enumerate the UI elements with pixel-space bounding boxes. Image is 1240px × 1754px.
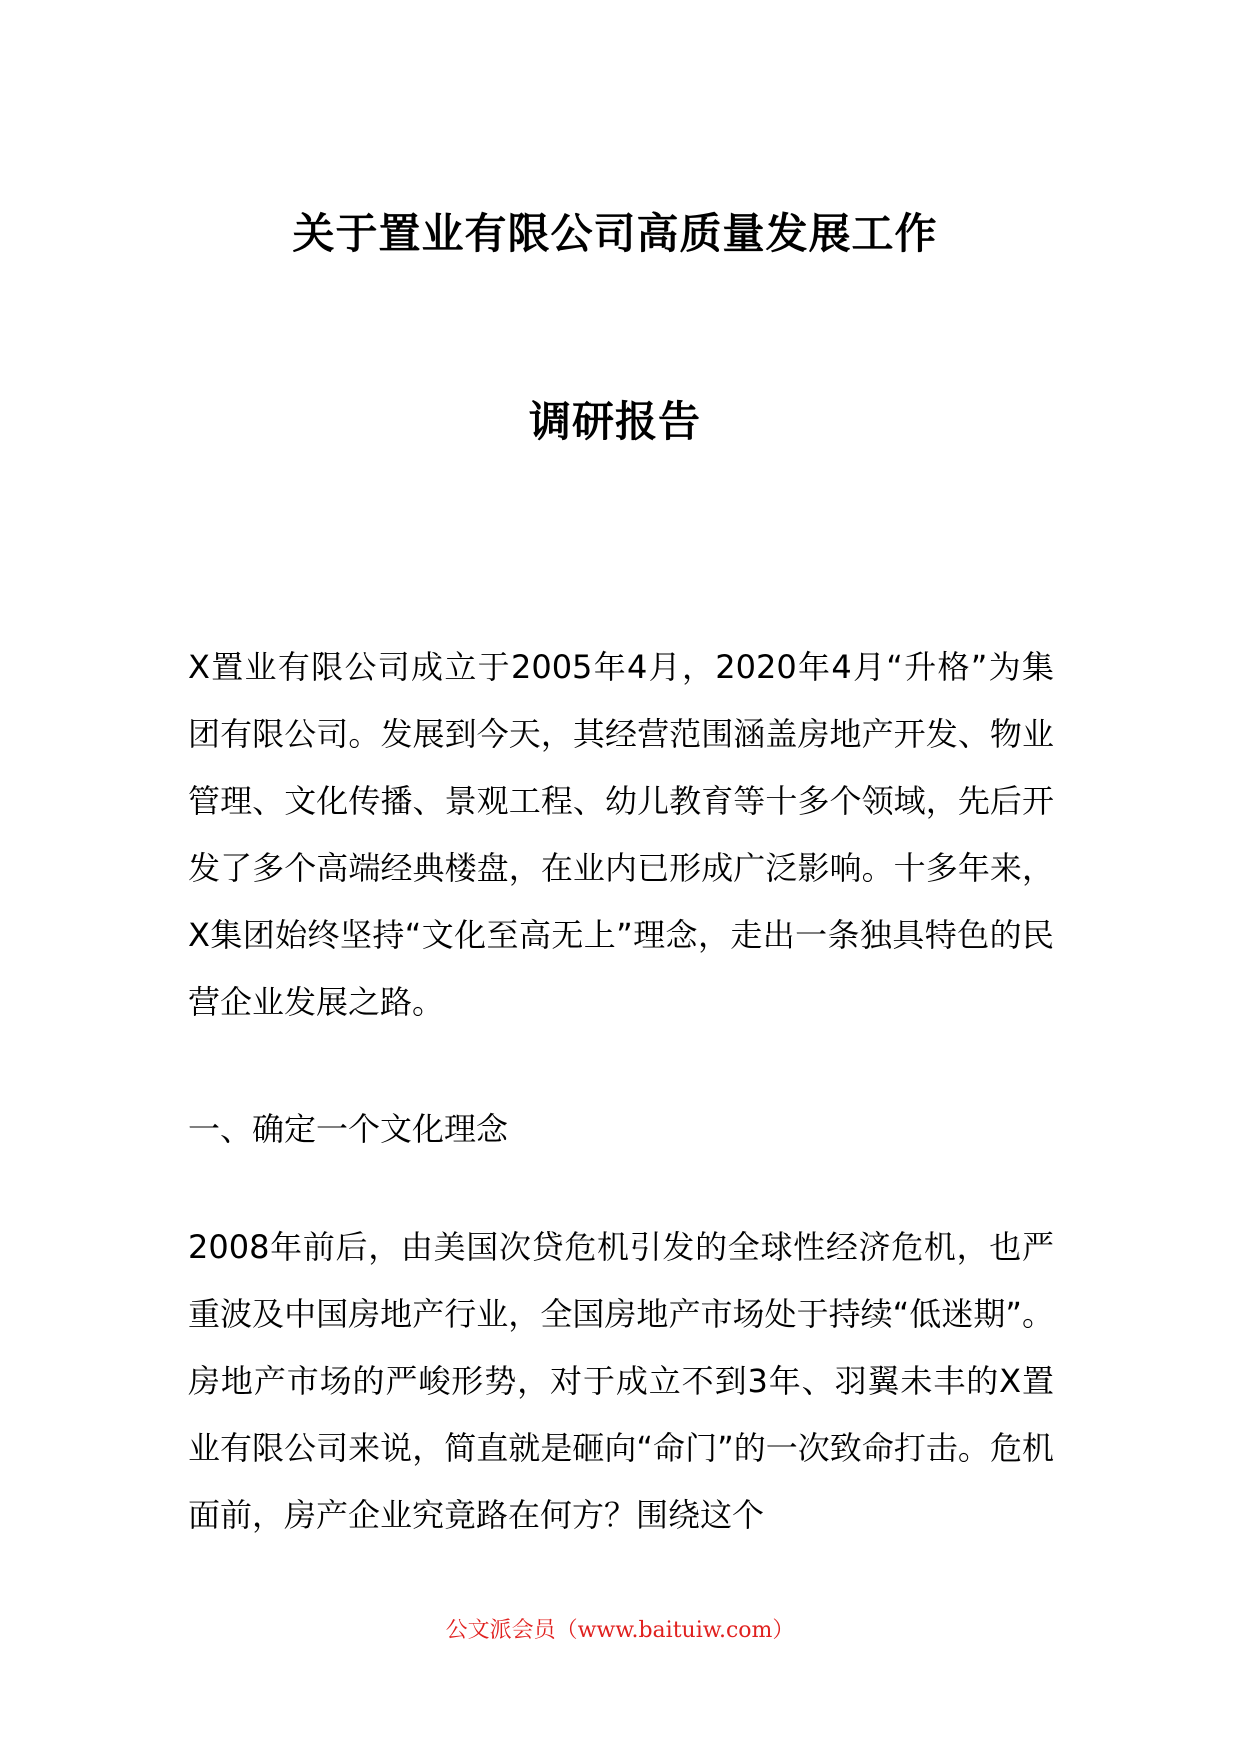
section-heading-1: 一、确定一个文化理念 (188, 1110, 509, 1148)
footer-watermark: 公文派会员（www.baituiw.com） (445, 1618, 795, 1643)
paragraph-intro: X置业有限公司成立于2005年4月，2020年4月“升格”为集团有限公司。发展到今天，其经营范围涵盖房地产开发、物业管理、文化传播、景观工程、幼儿教育等十多个领域，先后开发了多个高端经典楼盘，在业内已形成广泛影响。十多年来，X集团始终坚持“文化至高无上”理念，走出一条独具特色的民营企业发展之路。 (188, 648, 1054, 1021)
document-title-line1: 关于置业有限公司高质量发展工作 (292, 209, 938, 258)
paragraph-crisis: 2008年前后，由美国次贷危机引发的全球性经济危机，也严重波及中国房地产行业，全国房地产市场处于持续“低迷期”。房地产市场的严峻形势，对于成立不到3年、羽翼未丰的X置业有限公司来说，简直就是砸向“命门”的一次致命打击。危机面前，房产企业究竟路在何方？围绕这个 (188, 1228, 1054, 1534)
document-title-line2: 调研报告 (528, 397, 701, 446)
